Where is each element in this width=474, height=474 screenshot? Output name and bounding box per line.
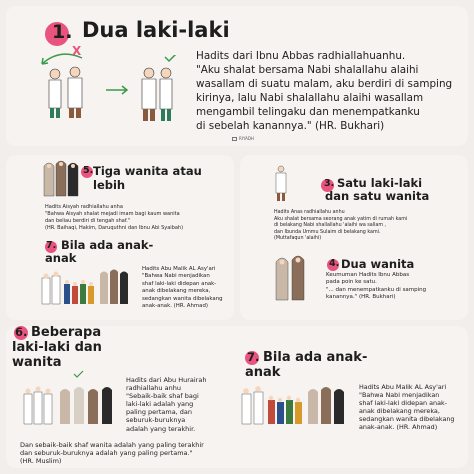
text-section-6-bottom: Dan sebaik-baik shaf wanita adalah yang paling terakhir dan seburuk-buruknya adalah yang paling pertama." (HR. Muslim)	[20, 441, 204, 465]
number-4: 4.	[329, 258, 340, 269]
text-section-6: Hadits dari Abu Hurairah radhiallahu anhu "Sebaik-baik shaf bagi laki-laki adalah yang paling pertama, dan seburuk-buruknya adalah yang terakhir.	[126, 376, 207, 433]
illustration-man-and-woman	[270, 164, 292, 208]
title-section-5: Tiga wanita atau lebih	[93, 164, 202, 192]
text-section-1: Hadits dari Ibnu Abbas radhiallahuanhu. "Aku shalat bersama Nabi shalallahu alaihi wasallam di suatu malam, aku berdiri di samping kirinya, lalu Nabi shalallahu alaihi wasallam mengambil telingaku dan menempatkanku di sebelah kanannya." (HR. Bukhari)	[196, 50, 453, 132]
title-section-3: Satu laki-laki dan satu wanita	[325, 176, 430, 203]
number-7a: 7.	[46, 240, 57, 251]
illustration-two-women	[272, 254, 312, 304]
title-section-1: Dua laki-laki	[82, 18, 230, 42]
illustration-rows-with-children-2	[240, 382, 358, 434]
text-section-3: Hadits Anas radhiallahu anhu Aku shalat bersama seorang anak yatim di rumah kami di belakang Nabi shallallahu 'alaihi wa sallam , dan Ibunda Ummu Sulaim di belakang kami. (Muttafaqun 'alaihi)	[274, 210, 408, 242]
number-5: 5.	[83, 165, 94, 176]
logo: RIYADH	[232, 136, 254, 141]
wrong-mark: X	[72, 44, 82, 58]
number-3: 3.	[324, 178, 335, 189]
illustration-rows-with-children	[40, 268, 140, 312]
number-1: 1.	[52, 21, 73, 43]
text-section-5: Hadits Aisyah radhiallahu anha "Bahwa Aisyah shalat mejadi imam bagi kaum wanita dan beliau berdiri di tengah shaf." (HR. Baihaqi, Hakim, Daruquthni dan Ibnu Abi Syaibah)	[45, 204, 184, 231]
text-section-7b: Hadits Abu Malik AL Asy'ari "Bahwa Nabi menjadikan shaf laki-laki didepan anak- anak dibelakang mereka, sedangkan wanita dibelakang anak-anak. (HR. Ahmad)	[359, 383, 455, 432]
title-section-7b: Bila ada anak- anak	[245, 350, 368, 380]
title-section-4: Dua wanita	[341, 257, 415, 271]
illustration-two-men-wrong	[30, 50, 100, 130]
illustration-three-women	[42, 160, 82, 200]
number-6: 6.	[15, 325, 28, 339]
text-section-7a: Hadits Abu Malik AL Asy'ari "Bahwa Nabi menjadikan shaf laki-laki didepan anak- anak dibelakang mereka, sedangkan wanita dibelakang anak-anak. (HR. Ahmad)	[142, 266, 223, 310]
arrow-icon	[105, 85, 129, 95]
title-section-6: Beberapa laki-laki dan wanita	[12, 325, 102, 370]
number-7b: 7.	[247, 350, 260, 364]
illustration-two-men-correct	[135, 55, 180, 135]
illustration-men-and-women-rows	[20, 370, 120, 432]
text-section-4: Keumuman Hadits Ibnu Abbas pada poin ke satu. "... dan menempatkanku di samping kanannya." (HR. Bukhari)	[326, 272, 427, 300]
title-section-7a: Bila ada anak- anak	[45, 238, 154, 265]
